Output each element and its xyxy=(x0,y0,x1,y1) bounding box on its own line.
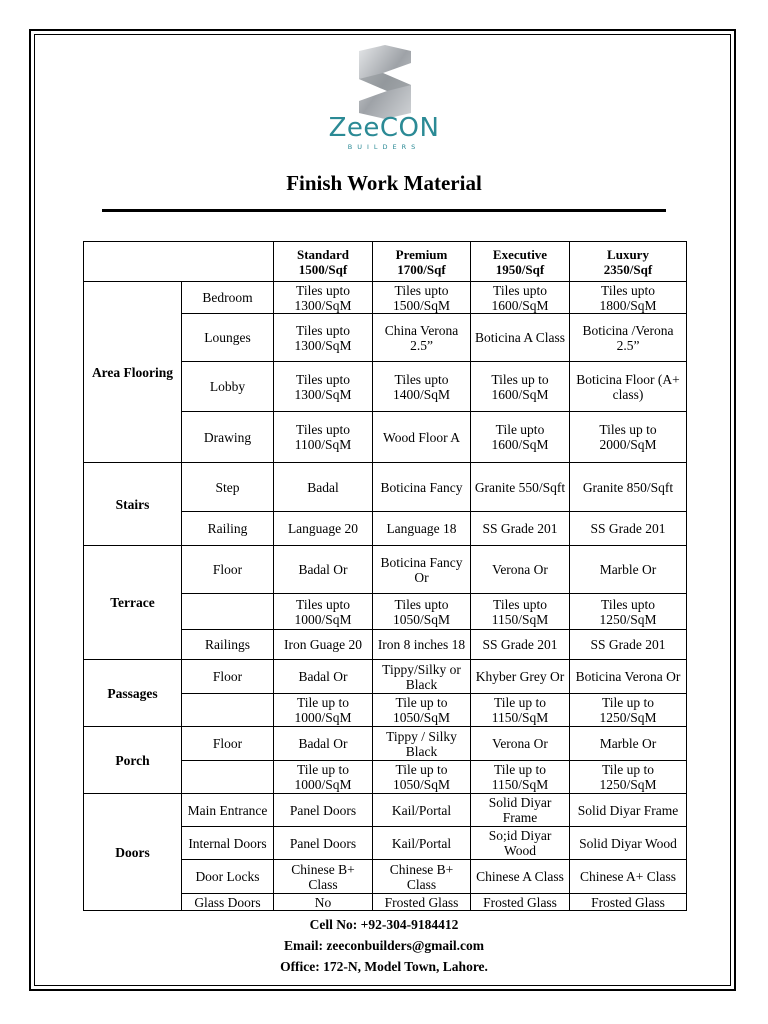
table-cell: Frosted Glass xyxy=(471,894,570,911)
table-row xyxy=(84,463,687,512)
table-row xyxy=(84,794,687,827)
item-label: Floor xyxy=(182,727,274,761)
table-cell: SS Grade 201 xyxy=(570,512,687,546)
page-title: Finish Work Material xyxy=(286,171,482,195)
table-cell: Granite 550/Sqft xyxy=(471,463,570,512)
group-passages: Passages xyxy=(84,660,182,727)
table-cell: Tiles upto 1150/SqM xyxy=(471,594,570,630)
table-row xyxy=(84,727,687,761)
header-blank-cell xyxy=(84,242,274,282)
item-label: Door Locks xyxy=(182,860,274,894)
header-luxury: Luxury 2350/Sqf xyxy=(570,242,687,282)
header-standard: Standard 1500/Sqf xyxy=(274,242,373,282)
table-cell: Tiles upto 1300/SqM xyxy=(274,314,373,362)
item-label: Lounges xyxy=(182,314,274,362)
footer-office-address: Office: 172-N, Model Town, Lahore. xyxy=(280,959,488,974)
table-cell: Tile up to 1000/SqM xyxy=(274,761,373,794)
table-cell: SS Grade 201 xyxy=(471,630,570,660)
table-cell: Boticina Floor (A+ class) xyxy=(570,362,687,412)
table-cell: Kail/Portal xyxy=(373,827,471,860)
group-stairs: Stairs xyxy=(84,463,182,546)
table-row xyxy=(84,660,687,694)
table-row xyxy=(84,546,687,594)
table-cell: Tiles up to 1600/SqM xyxy=(471,362,570,412)
table-cell: Language 18 xyxy=(373,512,471,546)
group-area-flooring: Area Flooring xyxy=(84,282,182,463)
item-label: Step xyxy=(182,463,274,512)
table-cell: Granite 850/Sqft xyxy=(570,463,687,512)
table-cell: Tile up to 1250/SqM xyxy=(570,694,687,727)
table-cell: Tiles up to 2000/SqM xyxy=(570,412,687,463)
table-cell: Chinese A Class xyxy=(471,860,570,894)
item-label xyxy=(182,694,274,727)
table-cell: Tile up to 1250/SqM xyxy=(570,761,687,794)
table-cell: Marble Or xyxy=(570,727,687,761)
item-label: Railing xyxy=(182,512,274,546)
table-header-row xyxy=(84,242,687,282)
table-cell: Iron Guage 20 xyxy=(274,630,373,660)
header-executive: Executive 1950/Sqf xyxy=(471,242,570,282)
table-cell: Tile up to 1000/SqM xyxy=(274,694,373,727)
table-cell: Marble Or xyxy=(570,546,687,594)
table-cell: Tile up to 1050/SqM xyxy=(373,694,471,727)
item-label: Main Entrance xyxy=(182,794,274,827)
table-cell: Tile up to 1150/SqM xyxy=(471,694,570,727)
finish-material-table xyxy=(83,241,687,911)
footer-email: Email: zeeconbuilders@gmail.com xyxy=(283,938,485,953)
table-cell: Tiles upto 1050/SqM xyxy=(373,594,471,630)
item-label: Lobby xyxy=(182,362,274,412)
table-row xyxy=(84,282,687,314)
table-cell: Panel Doors xyxy=(274,794,373,827)
table-cell: Badal Or xyxy=(274,727,373,761)
table-cell: Boticina Verona Or xyxy=(570,660,687,694)
item-label: Floor xyxy=(182,660,274,694)
item-label: Bedroom xyxy=(182,282,274,314)
brand-tagline: BUILDERS xyxy=(347,143,421,151)
table-cell: Chinese B+ Class xyxy=(373,860,471,894)
item-label xyxy=(182,761,274,794)
table-cell: Tiles upto 1800/SqM xyxy=(570,282,687,314)
table-cell: Khyber Grey Or xyxy=(471,660,570,694)
footer-cell-number: Cell No: +92-304-9184412 xyxy=(309,917,459,932)
title-divider xyxy=(102,209,666,212)
table-cell: Tiles upto 1600/SqM xyxy=(471,282,570,314)
table-cell: SS Grade 201 xyxy=(471,512,570,546)
table-cell: Verona Or xyxy=(471,727,570,761)
table-cell: Tiles upto 1100/SqM xyxy=(274,412,373,463)
zeecon-logo-icon xyxy=(353,45,417,119)
group-doors: Doors xyxy=(84,794,182,911)
table-cell: Badal Or xyxy=(274,546,373,594)
table-cell: Boticina Fancy xyxy=(373,463,471,512)
table-cell: Tiles upto 1400/SqM xyxy=(373,362,471,412)
table-cell: Badal Or xyxy=(274,660,373,694)
table-cell: Tippy/Silky or Black xyxy=(373,660,471,694)
table-cell: Frosted Glass xyxy=(373,894,471,911)
table-cell: Tile up to 1050/SqM xyxy=(373,761,471,794)
table-cell: Tippy / Silky Black xyxy=(373,727,471,761)
brand-name: ZeeCON xyxy=(328,113,440,143)
table-cell: Tiles upto 1300/SqM xyxy=(274,362,373,412)
table-cell: Badal xyxy=(274,463,373,512)
table-cell: Iron 8 inches 18 xyxy=(373,630,471,660)
table-cell: Kail/Portal xyxy=(373,794,471,827)
table-cell: Tiles upto 1500/SqM xyxy=(373,282,471,314)
table-cell: Verona Or xyxy=(471,546,570,594)
table-cell: Boticina /Verona 2.5” xyxy=(570,314,687,362)
table-cell: Frosted Glass xyxy=(570,894,687,911)
table-cell: Tile upto 1600/SqM xyxy=(471,412,570,463)
table-cell: Wood Floor A xyxy=(373,412,471,463)
group-porch: Porch xyxy=(84,727,182,794)
table-cell: Boticina Fancy Or xyxy=(373,546,471,594)
table-cell: No xyxy=(274,894,373,911)
item-label: Glass Doors xyxy=(182,894,274,911)
table-cell: Tiles upto 1300/SqM xyxy=(274,282,373,314)
table-cell: Solid Diyar Frame xyxy=(570,794,687,827)
table-cell: SS Grade 201 xyxy=(570,630,687,660)
table-cell: Tile up to 1150/SqM xyxy=(471,761,570,794)
table-cell: China Verona 2.5” xyxy=(373,314,471,362)
item-label xyxy=(182,594,274,630)
table-cell: Boticina A Class xyxy=(471,314,570,362)
header-premium: Premium 1700/Sqf xyxy=(373,242,471,282)
group-terrace: Terrace xyxy=(84,546,182,660)
table-cell: Chinese A+ Class xyxy=(570,860,687,894)
item-label: Internal Doors xyxy=(182,827,274,860)
table-cell: Solid Diyar Wood xyxy=(570,827,687,860)
table-cell: Tiles upto 1250/SqM xyxy=(570,594,687,630)
item-label: Drawing xyxy=(182,412,274,463)
table-cell: Panel Doors xyxy=(274,827,373,860)
table-cell: Language 20 xyxy=(274,512,373,546)
item-label: Floor xyxy=(182,546,274,594)
table-cell: Solid Diyar Frame xyxy=(471,794,570,827)
item-label: Railings xyxy=(182,630,274,660)
table-cell: Chinese B+ Class xyxy=(274,860,373,894)
table-cell: So;id Diyar Wood xyxy=(471,827,570,860)
table-cell: Tiles upto 1000/SqM xyxy=(274,594,373,630)
